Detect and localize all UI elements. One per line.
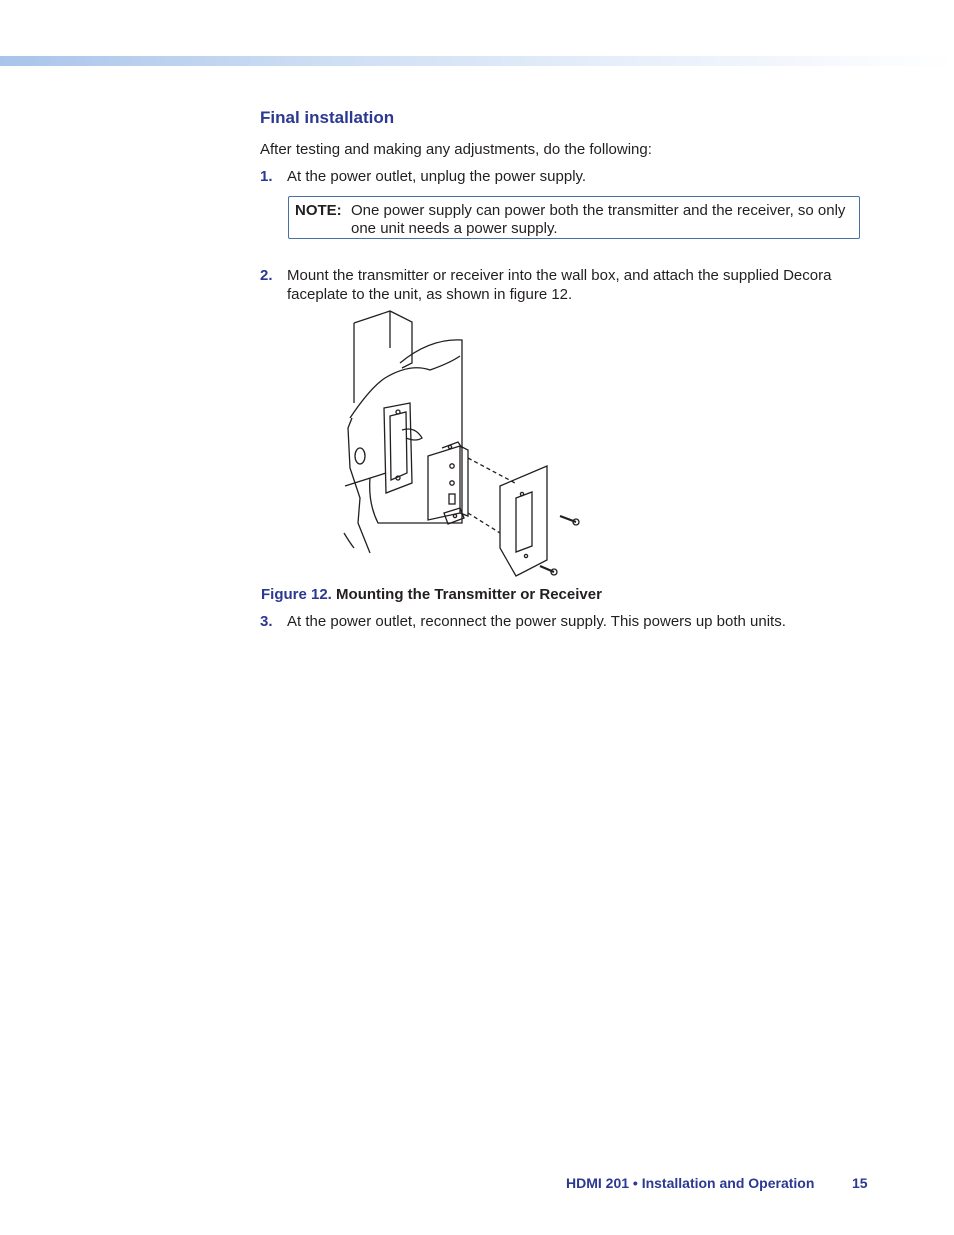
step-text: Mount the transmitter or receiver into the wall box, and attach the supplied Decora faceplate to the unit, as shown in figure 12. xyxy=(287,267,832,303)
step-number: 3. xyxy=(260,613,273,630)
step-text: At the power outlet, reconnect the power supply. This powers up both units. xyxy=(287,613,786,630)
note-box xyxy=(288,196,860,239)
step-number: 1. xyxy=(260,168,273,185)
step-number: 2. xyxy=(260,267,273,284)
footer-page-number: 15 xyxy=(852,1175,868,1191)
step-text: At the power outlet, unplug the power supply. xyxy=(287,168,587,185)
figure-title: Mounting the Transmitter or Receiver xyxy=(336,586,602,603)
intro-paragraph: After testing and making any adjustments, do the following: xyxy=(260,141,652,158)
figure-label: Figure 12. xyxy=(261,586,332,603)
section-heading: Final installation xyxy=(260,108,395,127)
mounting-illustration xyxy=(340,308,590,583)
note-text: One power supply can power both the transmitter and the receiver, so only one unit needs a power supply. xyxy=(351,202,846,237)
header-gradient-bar xyxy=(0,56,954,66)
figure-caption xyxy=(261,586,602,603)
footer-document-title: HDMI 201 • Installation and Operation xyxy=(566,1175,815,1191)
note-label: NOTE: xyxy=(295,202,342,219)
